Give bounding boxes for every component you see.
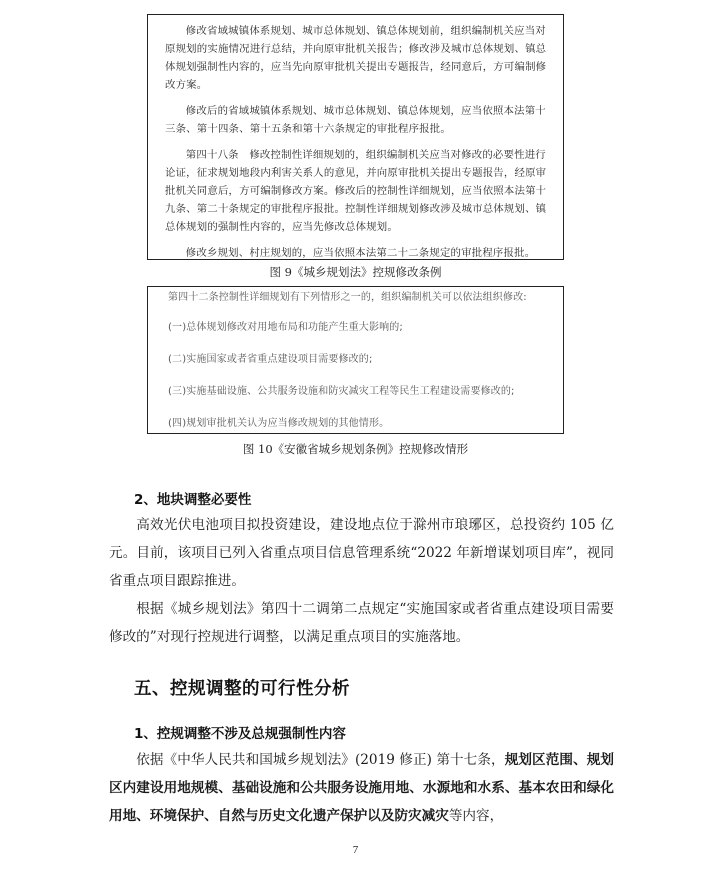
quoted-law-box-urban-rural-planning <box>147 14 564 260</box>
quote-line: (四)规划审批机关认为应当修改规划的其他情形。 <box>168 418 390 429</box>
section-heading-no-mandatory-content: 1、控规调整不涉及总规强制性内容 <box>134 726 346 742</box>
figure-caption-9: 图 9《城乡规划法》控规修改条例 <box>269 265 442 279</box>
quote-line: (三)实施基础设施、公共服务设施和防灾减灾工程等民生工程建设需要修改的; <box>168 386 515 397</box>
bold-text: 规划区范围、规划区内建设用地规模、基础设施和公共服务设施用地、水源地和水系、基本农田和绿化用地、环境保护、自然与历史文化遗产保护以及防灾减灾 <box>109 752 615 824</box>
quote-line: (一)总体规划修改对用地布局和功能产生重大影响的; <box>168 322 403 333</box>
quote-line: 第四十二条控制性详细规划有下列情形之一的，组织编制机关可以依法组织修改: <box>168 292 527 303</box>
chapter-heading-feasibility: 五、控规调整的可行性分析 <box>134 679 350 699</box>
figure-caption-10: 图 10《安徽省城乡规划条例》控规修改情形 <box>242 442 469 456</box>
quote-paragraph: 第四十八条 修改控制性详细规划的，组织编制机关应当对修改的必要性进行论证，征求规划地段内利害关系人的意见，并向原审批机关提出专题报告，经原审批机关同意后，方可编制修改方案。修改后的控制性详细规划，应当依照本法第十九条、第二十条规定的审批程序报批。控制性详细规划修改涉及城市总体规划、镇总体规划的强制性内容的，应当先修改总体规划。 <box>165 149 547 233</box>
body-paragraph-mixed <box>109 746 614 830</box>
quote-paragraph: 修改后的省域城镇体系规划、城市总体规划、镇总体规划，应当依照本法第十三条、第十四条、第十五条和第十六条规定的审批程序报批。 <box>165 105 546 135</box>
plain-text-start: 依据《中华人民共和国城乡规划法》(2019 修正) 第十七条， <box>136 752 505 768</box>
body-paragraph: 高效光伏电池项目拟投资建设，建设地点位于滁州市琅琊区，总投资约 105 亿元。目前，该项目已列入省重点项目信息管理系统“2022 年新增谋划项目库”，视同省重点项目跟踪推进。 <box>109 517 614 589</box>
section-heading-necessity: 2、地块调整必要性 <box>134 492 252 508</box>
body-paragraph: 根据《城乡规划法》第四十二调第二点规定“实施国家或者省重点建设项目需要修改的”对现行控规进行调整，以满足重点项目的实施落地。 <box>109 601 614 645</box>
quote-paragraph: 修改省域城镇体系规划、城市总体规划、镇总体规划前，组织编制机关应当对原规划的实施情况进行总结，并向原审批机关报告；修改涉及城市总体规划、镇总体规划强制性内容的，应当先向原审批机关提出专题报告，经同意后，方可编制修改方案。 <box>165 25 547 91</box>
plain-text-end: 等内容， <box>448 808 504 824</box>
quote-line: (二)实施国家或者省重点建设项目需要修改的; <box>168 354 373 365</box>
quoted-law-box-anhui-regulation <box>147 286 564 434</box>
page-number: 7 <box>352 844 359 856</box>
quote-paragraph: 修改乡规划、村庄规划的，应当依照本法第二十二条规定的审批程序报批。 <box>185 247 536 259</box>
